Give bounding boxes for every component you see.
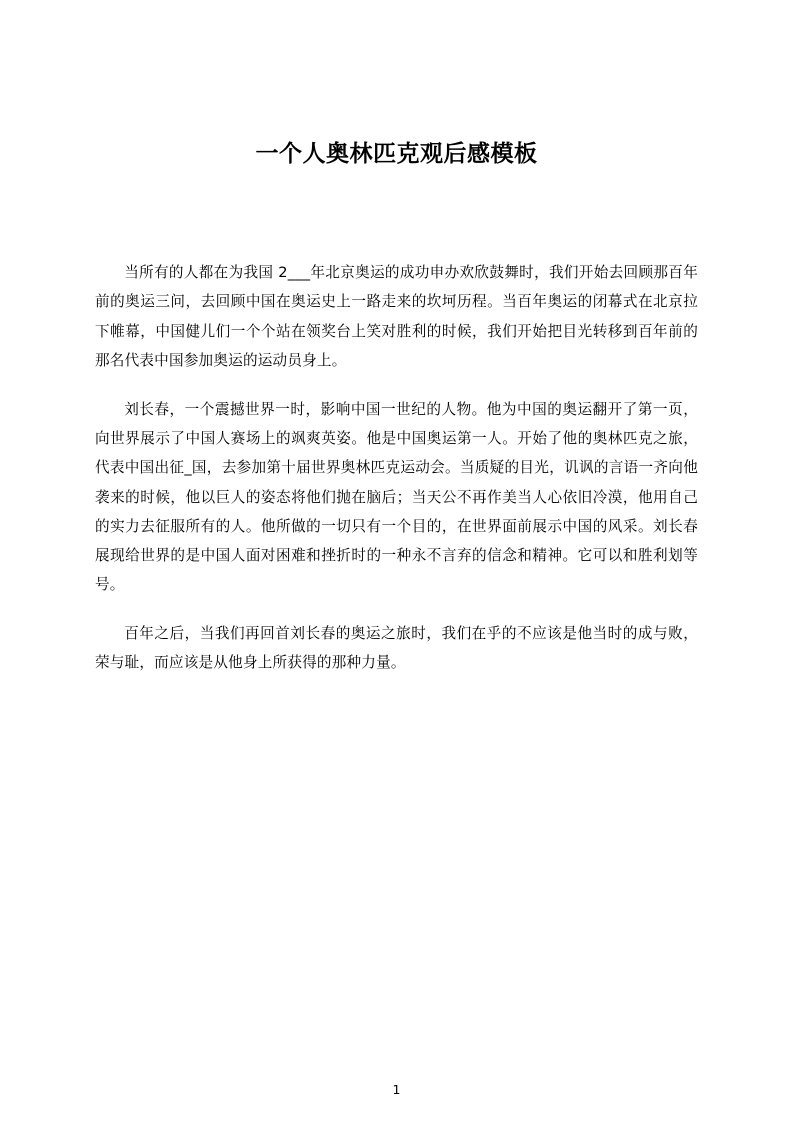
page-number: 1 bbox=[392, 1082, 401, 1097]
paragraph-3: 百年之后，当我们再回首刘长春的奥运之旅时，我们在乎的不应该是他当时的成与败，荣与耻，而应该是从他身上所获得的那种力量。 bbox=[95, 625, 698, 672]
document-body bbox=[95, 258, 698, 677]
paragraph-2: 刘长春，一个震撼世界一时，影响中国一世纪的人物。他为中国的奥运翻开了第一页，向世界展示了中国人赛场上的飒爽英姿。他是中国奥运第一人。开始了他的奥林匹克之旅，代表中国出征_国，去参加第十届世界奥林匹克运动会。当质疑的目光，讥讽的言语一齐向他袭来的时候，他以巨人的姿态将他们抛在脑后；当天公不再作美当人心依旧冷漠，他用自己的实力去征服所有的人。他所做的一切只有一个目的，在世界面前展示中国的风采。刘长春展现给世界的是中国人面对困难和挫折时的一种永不言弃的信念和精神。它可以和胜利划等号。 bbox=[95, 400, 698, 594]
paragraph-1: 当所有的人都在为我国 2___年北京奥运的成功申办欢欣鼓舞时，我们开始去回顾那百年前的奥运三问，去回顾中国在奥运史上一路走来的坎坷历程。当百年奥运的闭幕式在北京拉下帷幕，中国健儿们一个个站在领奖台上笑对胜利的时候，我们开始把目光转移到百年前的那名代表中国参加奥运的运动员身上。 bbox=[95, 264, 698, 369]
page-title: 一个人奥林匹克观后感模板 bbox=[255, 141, 538, 167]
